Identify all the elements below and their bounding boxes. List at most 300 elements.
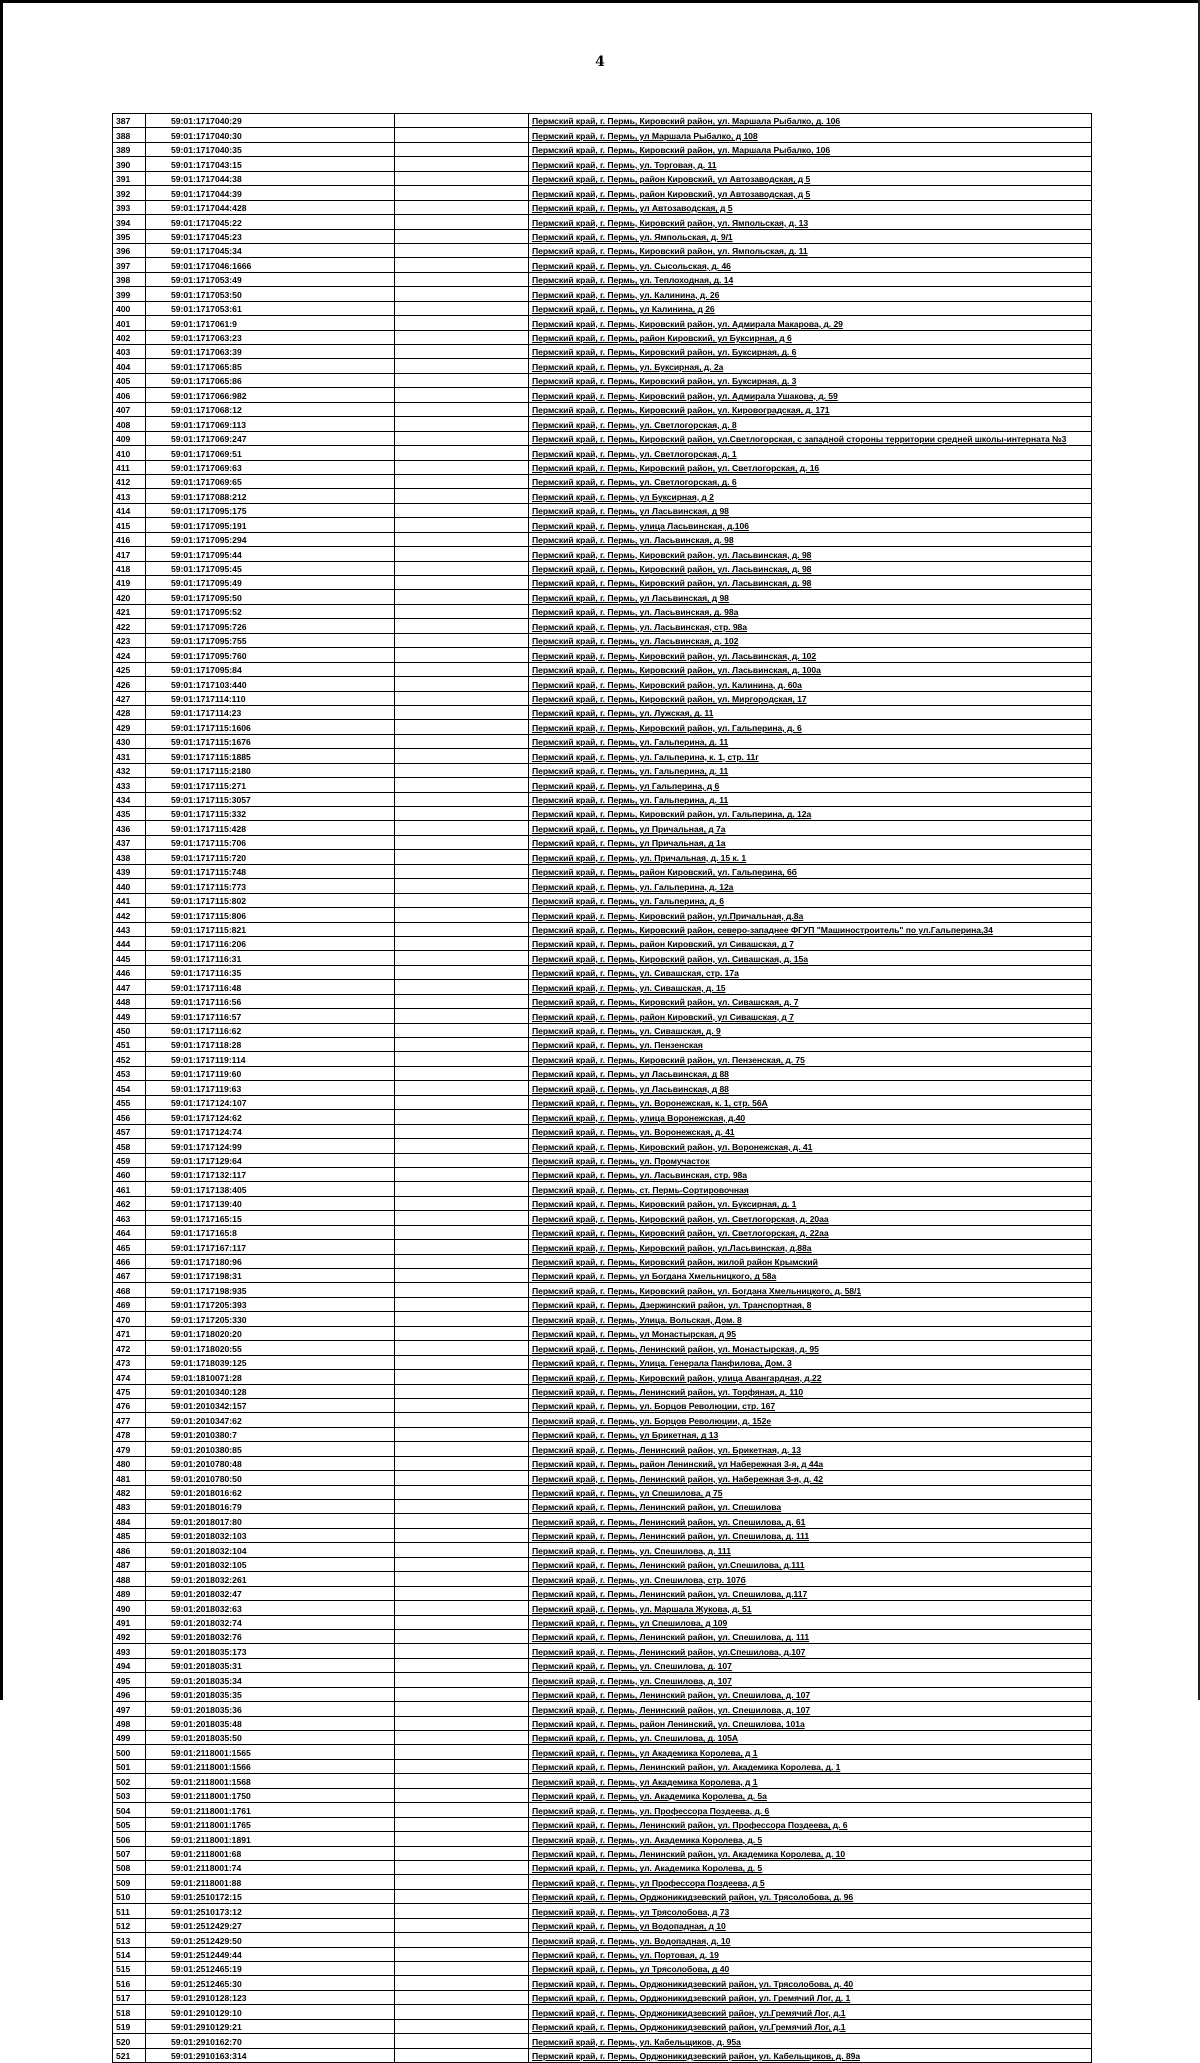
address-cell: Пермский край, г. Пермь, ул Водопадная, д 10: [529, 1918, 1092, 1932]
table-row: [113, 980, 1092, 994]
empty-cell: [395, 691, 529, 705]
empty-cell: [395, 1384, 529, 1398]
row-number-cell: 440: [113, 879, 146, 893]
table-row: [113, 1528, 1092, 1542]
address-cell: Пермский край, г. Пермь, Ленинский район, ул. Спешилова, д. 61: [529, 1514, 1092, 1528]
table-row: [113, 301, 1092, 315]
row-number-cell: 451: [113, 1038, 146, 1052]
empty-cell: [395, 1933, 529, 1947]
row-number-cell: 435: [113, 807, 146, 821]
address-cell: Пермский край, г. Пермь, Кировский район, ул. Ямпольская, д. 13: [529, 215, 1092, 229]
row-number-cell: 389: [113, 142, 146, 156]
row-number-cell: 478: [113, 1427, 146, 1441]
cadastral-number-cell: 59:01:1717053:61: [146, 301, 395, 315]
cadastral-number-cell: 59:01:2512449:44: [146, 1947, 395, 1961]
empty-cell: [395, 850, 529, 864]
empty-cell: [395, 1514, 529, 1528]
table-row: [113, 561, 1092, 575]
empty-cell: [395, 936, 529, 950]
table-row: [113, 229, 1092, 243]
table-row: [113, 1254, 1092, 1268]
empty-cell: [395, 1485, 529, 1499]
address-cell: Пермский край, г. Пермь, Кировский район, ул. Буксирная, д. 6: [529, 345, 1092, 359]
empty-cell: [395, 1658, 529, 1672]
empty-cell: [395, 171, 529, 185]
table-row: [113, 1759, 1092, 1773]
address-cell: Пермский край, г. Пермь, ул. Сысольская, д. 46: [529, 258, 1092, 272]
page-number: 4: [595, 54, 605, 70]
cadastral-number-cell: 59:01:2018032:103: [146, 1528, 395, 1542]
empty-cell: [395, 1731, 529, 1745]
table-row: [113, 691, 1092, 705]
address-cell: Пермский край, г. Пермь, Кировский район, ул. Ласьвинская, д. 102: [529, 648, 1092, 662]
cadastral-number-cell: 59:01:2118001:1750: [146, 1788, 395, 1802]
cadastral-number-cell: 59:01:2118001:1565: [146, 1745, 395, 1759]
table-row: [113, 705, 1092, 719]
row-number-cell: 398: [113, 272, 146, 286]
table-row: [113, 1471, 1092, 1485]
address-cell: Пермский край, г. Пермь, Ленинский район, ул. Профессора Поздеева, д. 6: [529, 1817, 1092, 1831]
empty-cell: [395, 1702, 529, 1716]
table-row: [113, 1875, 1092, 1889]
cadastral-number-cell: 59:01:2910129:10: [146, 2005, 395, 2019]
table-row: [113, 474, 1092, 488]
empty-cell: [395, 1601, 529, 1615]
row-number-cell: 457: [113, 1124, 146, 1138]
empty-cell: [395, 1326, 529, 1340]
empty-cell: [395, 879, 529, 893]
address-cell: Пермский край, г. Пермь, Ленинский район, ул. Спешилова, д. 107: [529, 1702, 1092, 1716]
table-row: [113, 1370, 1092, 1384]
address-cell: Пермский край, г. Пермь, ул. Воронежская, к. 1, стр. 56А: [529, 1095, 1092, 1109]
table-row: [113, 1947, 1092, 1961]
table-row: [113, 893, 1092, 907]
table-row: [113, 128, 1092, 142]
address-cell: Пермский край, г. Пермь, ул Профессора Поздеева, д 5: [529, 1875, 1092, 1889]
table-row: [113, 1745, 1092, 1759]
row-number-cell: 475: [113, 1384, 146, 1398]
empty-cell: [395, 1962, 529, 1976]
address-cell: Пермский край, г. Пермь, ул. Ласьвинская, д. 102: [529, 633, 1092, 647]
cadastral-number-cell: 59:01:1717095:49: [146, 576, 395, 590]
address-cell: Пермский край, г. Пермь, Кировский район, ул. Ласьвинская, д. 100а: [529, 662, 1092, 676]
row-number-cell: 394: [113, 215, 146, 229]
address-cell: Пермский край, г. Пермь, ул. Гальперина, д. 11: [529, 734, 1092, 748]
empty-cell: [395, 1832, 529, 1846]
scan-edge-left: [0, 0, 3, 1700]
table-row: [113, 1081, 1092, 1095]
row-number-cell: 498: [113, 1716, 146, 1730]
empty-cell: [395, 446, 529, 460]
table-row: [113, 460, 1092, 474]
cadastral-number-cell: 59:01:1717095:45: [146, 561, 395, 575]
table-row: [113, 1731, 1092, 1745]
empty-cell: [395, 1817, 529, 1831]
table-row: [113, 1918, 1092, 1932]
table-row: [113, 186, 1092, 200]
row-number-cell: 414: [113, 503, 146, 517]
cadastral-number-cell: 59:01:2010380:7: [146, 1427, 395, 1441]
address-cell: Пермский край, г. Пермь, Ленинский район, ул. Спешилова, д.117: [529, 1586, 1092, 1600]
table-row: [113, 157, 1092, 171]
empty-cell: [395, 561, 529, 575]
address-cell: Пермский край, г. Пермь, ул. Калинина, д. 26: [529, 287, 1092, 301]
table-row: [113, 965, 1092, 979]
address-cell: Пермский край, г. Пермь, Кировский район, улица Авангардная, д.22: [529, 1370, 1092, 1384]
address-cell: Пермский край, г. Пермь, Кировский район, ул. Миргородская, 17: [529, 691, 1092, 705]
cadastral-number-cell: 59:01:1717063:23: [146, 330, 395, 344]
cadastral-number-cell: 59:01:1717095:50: [146, 590, 395, 604]
row-number-cell: 479: [113, 1442, 146, 1456]
empty-cell: [395, 1341, 529, 1355]
cadastral-number-cell: 59:01:1717116:31: [146, 951, 395, 965]
empty-cell: [395, 1081, 529, 1095]
table-row: [113, 1066, 1092, 1080]
empty-cell: [395, 1629, 529, 1643]
empty-cell: [395, 1716, 529, 1730]
cadastral-number-cell: 59:01:2018035:173: [146, 1644, 395, 1658]
row-number-cell: 470: [113, 1312, 146, 1326]
table-row: [113, 850, 1092, 864]
address-cell: Пермский край, г. Пермь, ул Маршала Рыбалко, д 108: [529, 128, 1092, 142]
table-row: [113, 1716, 1092, 1730]
empty-cell: [395, 128, 529, 142]
cadastral-number-cell: 59:01:1717103:440: [146, 677, 395, 691]
empty-cell: [395, 489, 529, 503]
table-row: [113, 1889, 1092, 1903]
row-number-cell: 487: [113, 1557, 146, 1571]
table-row: [113, 518, 1092, 532]
address-cell: Пермский край, г. Пермь, ул Калинина, д 26: [529, 301, 1092, 315]
empty-cell: [395, 1644, 529, 1658]
cadastral-number-cell: 59:01:1717115:806: [146, 908, 395, 922]
cadastral-number-cell: 59:01:1717040:30: [146, 128, 395, 142]
table-row: [113, 1211, 1092, 1225]
empty-cell: [395, 1875, 529, 1889]
table-row: [113, 142, 1092, 156]
table-row: [113, 720, 1092, 734]
row-number-cell: 455: [113, 1095, 146, 1109]
address-cell: Пермский край, г. Пермь, ул Богдана Хмельницкого, д 58а: [529, 1269, 1092, 1283]
empty-cell: [395, 373, 529, 387]
row-number-cell: 456: [113, 1110, 146, 1124]
cadastral-number-cell: 59:01:1717138:405: [146, 1182, 395, 1196]
cadastral-number-cell: 59:01:1717115:821: [146, 922, 395, 936]
empty-cell: [395, 1211, 529, 1225]
cadastral-number-cell: 59:01:2018032:261: [146, 1572, 395, 1586]
empty-cell: [395, 1254, 529, 1268]
cadastral-number-cell: 59:01:1717095:726: [146, 619, 395, 633]
empty-cell: [395, 547, 529, 561]
table-row: [113, 1803, 1092, 1817]
cadastral-number-cell: 59:01:1717095:191: [146, 518, 395, 532]
table-row: [113, 1846, 1092, 1860]
empty-cell: [395, 908, 529, 922]
row-number-cell: 411: [113, 460, 146, 474]
row-number-cell: 402: [113, 330, 146, 344]
cadastral-number-cell: 59:01:2010380:85: [146, 1442, 395, 1456]
cadastral-number-cell: 59:01:1717045:23: [146, 229, 395, 243]
empty-cell: [395, 720, 529, 734]
cadastral-number-cell: 59:01:1717069:247: [146, 431, 395, 445]
empty-cell: [395, 1759, 529, 1773]
row-number-cell: 442: [113, 908, 146, 922]
cadastral-number-cell: 59:01:1717132:117: [146, 1167, 395, 1181]
address-cell: Пермский край, г. Пермь, район Кировский, ул Сивашская, д 7: [529, 936, 1092, 950]
cadastral-number-cell: 59:01:1717069:63: [146, 460, 395, 474]
address-cell: Пермский край, г. Пермь, ул Ласьвинская, д 98: [529, 590, 1092, 604]
cadastral-number-cell: 59:01:1717053:50: [146, 287, 395, 301]
table-row: [113, 1976, 1092, 1990]
empty-cell: [395, 792, 529, 806]
empty-cell: [395, 474, 529, 488]
empty-cell: [395, 1297, 529, 1311]
row-number-cell: 458: [113, 1139, 146, 1153]
row-number-cell: 504: [113, 1803, 146, 1817]
row-number-cell: 519: [113, 2019, 146, 2033]
empty-cell: [395, 1456, 529, 1470]
cadastral-number-cell: 59:01:2118001:74: [146, 1860, 395, 1874]
address-cell: Пермский край, г. Пермь, Ленинский район, ул. Брикетная, д. 13: [529, 1442, 1092, 1456]
empty-cell: [395, 330, 529, 344]
table-row: [113, 1341, 1092, 1355]
cadastral-number-cell: 59:01:1717045:22: [146, 215, 395, 229]
cadastral-number-cell: 59:01:1717088:212: [146, 489, 395, 503]
cadastral-number-cell: 59:01:2018032:74: [146, 1615, 395, 1629]
address-cell: Пермский край, г. Пермь, район Кировский, ул Автозаводская, д 5: [529, 186, 1092, 200]
table-row: [113, 1629, 1092, 1643]
row-number-cell: 518: [113, 2005, 146, 2019]
cadastral-number-cell: 59:01:1717115:1885: [146, 749, 395, 763]
table-row: [113, 908, 1092, 922]
empty-cell: [395, 1615, 529, 1629]
cadastral-number-cell: 59:01:1717124:74: [146, 1124, 395, 1138]
empty-cell: [395, 648, 529, 662]
address-cell: Пермский край, г. Пермь, ул. Профессора Поздеева, д. 6: [529, 1803, 1092, 1817]
table-row: [113, 1817, 1092, 1831]
empty-cell: [395, 1312, 529, 1326]
address-cell: Пермский край, г. Пермь, Улица. Вольская, Дом. 8: [529, 1312, 1092, 1326]
address-cell: Пермский край, г. Пермь, Кировский район, ул. Маршала Рыбалко, 106: [529, 142, 1092, 156]
empty-cell: [395, 1889, 529, 1903]
empty-cell: [395, 2005, 529, 2019]
cadastral-number-cell: 59:01:1717053:49: [146, 272, 395, 286]
address-cell: Пермский край, г. Пермь, ул. Спешилова, д. 107: [529, 1673, 1092, 1687]
row-number-cell: 496: [113, 1687, 146, 1701]
cadastral-number-cell: 59:01:2018035:50: [146, 1731, 395, 1745]
cadastral-number-cell: 59:01:1717124:107: [146, 1095, 395, 1109]
address-cell: Пермский край, г. Пермь, Кировский район, ул. Адмирала Ушакова, д. 59: [529, 388, 1092, 402]
table-row: [113, 2019, 1092, 2033]
address-cell: Пермский край, г. Пермь, район Ленинский, ул. Спешилова, 101а: [529, 1716, 1092, 1730]
address-cell: Пермский край, г. Пермь, ул. Спешилова, д. 105А: [529, 1731, 1092, 1745]
cadastral-number-cell: 59:01:1717119:63: [146, 1081, 395, 1095]
row-number-cell: 515: [113, 1962, 146, 1976]
cadastral-number-cell: 59:01:1717114:23: [146, 705, 395, 719]
table-row: [113, 1615, 1092, 1629]
table-row: [113, 1673, 1092, 1687]
table-row: [113, 1355, 1092, 1369]
table-row: [113, 373, 1092, 387]
row-number-cell: 454: [113, 1081, 146, 1095]
table-row: [113, 1572, 1092, 1586]
address-cell: Пермский край, г. Пермь, Кировский район, ул. Кировоградская, д. 171: [529, 402, 1092, 416]
empty-cell: [395, 359, 529, 373]
address-cell: Пермский край, г. Пермь, район Кировский, ул Автозаводская, д 5: [529, 171, 1092, 185]
row-number-cell: 413: [113, 489, 146, 503]
row-number-cell: 404: [113, 359, 146, 373]
cadastral-number-cell: 59:01:1717069:51: [146, 446, 395, 460]
address-cell: Пермский край, г. Пермь, Кировский район, ул. Адмирала Макарова, д. 29: [529, 316, 1092, 330]
empty-cell: [395, 114, 529, 128]
table-row: [113, 1860, 1092, 1874]
cadastral-number-cell: 59:01:1717118:28: [146, 1038, 395, 1052]
empty-cell: [395, 749, 529, 763]
address-cell: Пермский край, г. Пермь, ул. Светлогорская, д. 1: [529, 446, 1092, 460]
table-row: [113, 388, 1092, 402]
table-row: [113, 864, 1092, 878]
cadastral-number-cell: 59:01:1717044:428: [146, 200, 395, 214]
table-row: [113, 215, 1092, 229]
row-number-cell: 426: [113, 677, 146, 691]
row-number-cell: 422: [113, 619, 146, 633]
address-cell: Пермский край, г. Пермь, ул Трясолобова, д 40: [529, 1962, 1092, 1976]
row-number-cell: 516: [113, 1976, 146, 1990]
row-number-cell: 509: [113, 1875, 146, 1889]
row-number-cell: 465: [113, 1240, 146, 1254]
address-cell: Пермский край, г. Пермь, ул. Торговая, д. 11: [529, 157, 1092, 171]
cadastral-number-cell: 59:01:1717068:12: [146, 402, 395, 416]
address-cell: Пермский край, г. Пермь, Кировский район, ул. Светлогорская, д. 22аа: [529, 1225, 1092, 1239]
table-row: [113, 662, 1092, 676]
table-row: [113, 431, 1092, 445]
address-cell: Пермский край, г. Пермь, ул. Буксирная, д. 2а: [529, 359, 1092, 373]
address-cell: Пермский край, г. Пермь, Ленинский район, ул. Спешилова, д. 107: [529, 1687, 1092, 1701]
address-cell: Пермский край, г. Пермь, ул. Ласьвинская, стр. 98а: [529, 1167, 1092, 1181]
empty-cell: [395, 1095, 529, 1109]
cadastral-register-table: [112, 113, 1092, 2063]
cadastral-number-cell: 59:01:1717198:935: [146, 1283, 395, 1297]
empty-cell: [395, 1586, 529, 1600]
empty-cell: [395, 1283, 529, 1297]
row-number-cell: 416: [113, 532, 146, 546]
cadastral-number-cell: 59:01:2910162:70: [146, 2034, 395, 2048]
address-cell: Пермский край, г. Пермь, Ленинский район, ул. Спешилова, д. 111: [529, 1629, 1092, 1643]
row-number-cell: 432: [113, 763, 146, 777]
cadastral-number-cell: 59:01:2512429:27: [146, 1918, 395, 1932]
address-cell: Пермский край, г. Пермь, ул. Портовая, д. 19: [529, 1947, 1092, 1961]
address-cell: Пермский край, г. Пермь, Кировский район, ул. Сивашская, д. 15а: [529, 951, 1092, 965]
address-cell: Пермский край, г. Пермь, ул. Ямпольская, д. 9/1: [529, 229, 1092, 243]
table-row: [113, 417, 1092, 431]
empty-cell: [395, 186, 529, 200]
row-number-cell: 417: [113, 547, 146, 561]
address-cell: Пермский край, г. Пермь, ул. Промучасток: [529, 1153, 1092, 1167]
row-number-cell: 408: [113, 417, 146, 431]
address-cell: Пермский край, г. Пермь, ул Ласьвинская, д 88: [529, 1081, 1092, 1095]
cadastral-number-cell: 59:01:1717119:114: [146, 1052, 395, 1066]
table-row: [113, 1904, 1092, 1918]
cadastral-number-cell: 59:01:1717115:271: [146, 778, 395, 792]
address-cell: Пермский край, г. Пермь, Кировский район, ул.Причальная, д.8а: [529, 908, 1092, 922]
cadastral-number-cell: 59:01:1717167:117: [146, 1240, 395, 1254]
address-cell: Пермский край, г. Пермь, Улица. Генерала Панфилова, Дом. 3: [529, 1355, 1092, 1369]
empty-cell: [395, 1557, 529, 1571]
table-row: [113, 994, 1092, 1008]
row-number-cell: 477: [113, 1413, 146, 1427]
row-number-cell: 486: [113, 1543, 146, 1557]
empty-cell: [395, 2034, 529, 2048]
row-number-cell: 395: [113, 229, 146, 243]
empty-cell: [395, 864, 529, 878]
address-cell: Пермский край, г. Пермь, Ленинский район, ул. Торфяная, д. 110: [529, 1384, 1092, 1398]
empty-cell: [395, 1918, 529, 1932]
table-row: [113, 1196, 1092, 1210]
table-row: [113, 1009, 1092, 1023]
table-row: [113, 345, 1092, 359]
cadastral-number-cell: 59:01:1717045:34: [146, 243, 395, 257]
cadastral-number-cell: 59:01:2010340:128: [146, 1384, 395, 1398]
row-number-cell: 491: [113, 1615, 146, 1629]
row-number-cell: 399: [113, 287, 146, 301]
cadastral-number-cell: 59:01:2118001:1566: [146, 1759, 395, 1773]
address-cell: Пермский край, г. Пермь, ул. Спешилова, стр. 107б: [529, 1572, 1092, 1586]
address-cell: Пермский край, г. Пермь, ул. Лужская, д. 11: [529, 705, 1092, 719]
cadastral-number-cell: 59:01:1717044:39: [146, 186, 395, 200]
empty-cell: [395, 503, 529, 517]
cadastral-number-cell: 59:01:2118001:1765: [146, 1817, 395, 1831]
empty-cell: [395, 272, 529, 286]
cadastral-number-cell: 59:01:1717114:110: [146, 691, 395, 705]
address-cell: Пермский край, г. Пермь, ул Причальная, д 1а: [529, 835, 1092, 849]
row-number-cell: 472: [113, 1341, 146, 1355]
table-row: [113, 1543, 1092, 1557]
cadastral-number-cell: 59:01:1717205:330: [146, 1312, 395, 1326]
empty-cell: [395, 345, 529, 359]
address-cell: Пермский край, г. Пермь, ул. Пензенская: [529, 1038, 1092, 1052]
empty-cell: [395, 1990, 529, 2004]
row-number-cell: 459: [113, 1153, 146, 1167]
address-cell: Пермский край, г. Пермь, ул. Спешилова, д. 107: [529, 1658, 1092, 1672]
empty-cell: [395, 1196, 529, 1210]
row-number-cell: 450: [113, 1023, 146, 1037]
row-number-cell: 406: [113, 388, 146, 402]
cadastral-number-cell: 59:01:2910163:314: [146, 2048, 395, 2062]
row-number-cell: 438: [113, 850, 146, 864]
empty-cell: [395, 1471, 529, 1485]
empty-cell: [395, 1139, 529, 1153]
row-number-cell: 461: [113, 1182, 146, 1196]
row-number-cell: 517: [113, 1990, 146, 2004]
row-number-cell: 468: [113, 1283, 146, 1297]
empty-cell: [395, 1269, 529, 1283]
address-cell: Пермский край, г. Пермь, район Кировский, ул Буксирная, д 6: [529, 330, 1092, 344]
cadastral-number-cell: 59:01:1717069:65: [146, 474, 395, 488]
table-row: [113, 2005, 1092, 2019]
cadastral-number-cell: 59:01:2018035:34: [146, 1673, 395, 1687]
cadastral-number-cell: 59:01:1717115:773: [146, 879, 395, 893]
empty-cell: [395, 1427, 529, 1441]
row-number-cell: 467: [113, 1269, 146, 1283]
empty-cell: [395, 1774, 529, 1788]
cadastral-number-cell: 59:01:2010780:48: [146, 1456, 395, 1470]
empty-cell: [395, 287, 529, 301]
row-number-cell: 466: [113, 1254, 146, 1268]
table-row: [113, 1139, 1092, 1153]
empty-cell: [395, 1124, 529, 1138]
table-row: [113, 792, 1092, 806]
table-row: [113, 1557, 1092, 1571]
